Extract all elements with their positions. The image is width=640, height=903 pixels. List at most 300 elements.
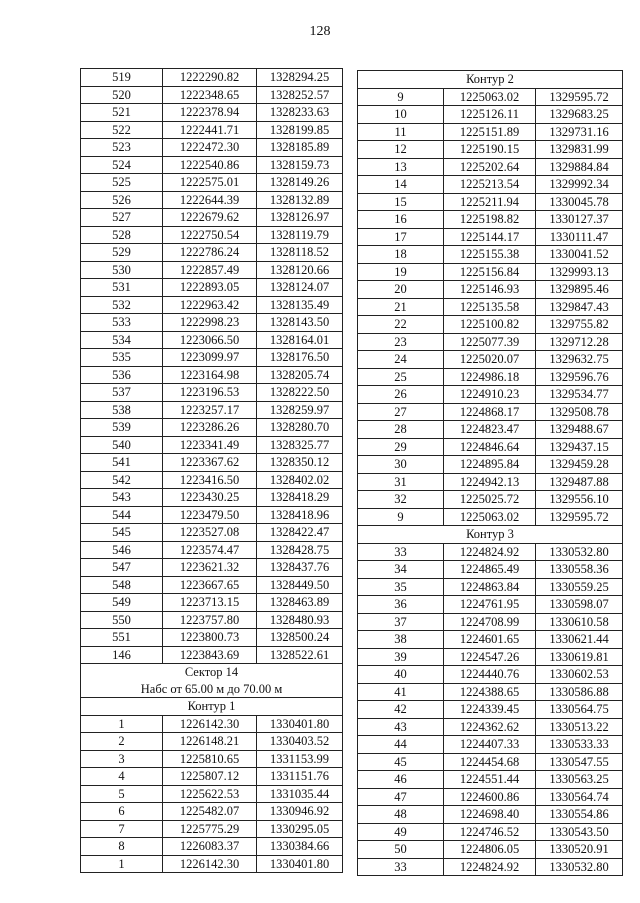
x-coordinate-cell: 1225190.15 xyxy=(444,141,536,159)
y-coordinate-cell: 1331035.44 xyxy=(257,785,343,803)
x-coordinate-cell: 1223066.50 xyxy=(163,331,257,349)
y-coordinate-cell: 1329595.72 xyxy=(536,88,623,106)
y-coordinate-cell: 1330543.50 xyxy=(536,823,623,841)
point-number-cell: 27 xyxy=(358,403,444,421)
x-coordinate-cell: 1223843.69 xyxy=(163,646,257,664)
point-number-cell: 29 xyxy=(358,438,444,456)
x-coordinate-cell: 1225155.38 xyxy=(444,246,536,264)
x-coordinate-cell: 1225151.89 xyxy=(444,123,536,141)
x-coordinate-cell: 1224407.33 xyxy=(444,736,536,754)
y-coordinate-cell: 1330563.25 xyxy=(536,771,623,789)
point-number-cell: 5 xyxy=(81,785,163,803)
kontur-title: Контур 2 xyxy=(358,71,623,89)
table-row xyxy=(358,246,623,264)
x-coordinate-cell: 1226142.30 xyxy=(163,855,257,873)
y-coordinate-cell: 1328119.79 xyxy=(257,226,343,244)
kontur-title-row xyxy=(358,526,623,544)
table-row xyxy=(358,683,623,701)
x-coordinate-cell: 1224708.99 xyxy=(444,613,536,631)
point-number-cell: 8 xyxy=(81,838,163,856)
table-row xyxy=(81,69,343,87)
point-number-cell: 14 xyxy=(358,176,444,194)
sector-title: Сектор 14 xyxy=(81,664,343,681)
table-row xyxy=(358,263,623,281)
point-number-cell: 549 xyxy=(81,594,163,612)
y-coordinate-cell: 1328132.89 xyxy=(257,191,343,209)
y-coordinate-cell: 1330564.74 xyxy=(536,788,623,806)
y-coordinate-cell: 1328120.66 xyxy=(257,261,343,279)
y-coordinate-cell: 1329683.25 xyxy=(536,106,623,124)
table-row xyxy=(358,123,623,141)
point-number-cell: 4 xyxy=(81,768,163,786)
y-coordinate-cell: 1328422.47 xyxy=(257,524,343,542)
table-row xyxy=(81,576,343,594)
x-coordinate-cell: 1225100.82 xyxy=(444,316,536,334)
table-row xyxy=(81,489,343,507)
point-number-cell: 527 xyxy=(81,209,163,227)
x-coordinate-cell: 1222998.23 xyxy=(163,314,257,332)
x-coordinate-cell: 1223713.15 xyxy=(163,594,257,612)
kontur-title-row xyxy=(81,698,343,716)
point-number-cell: 543 xyxy=(81,489,163,507)
x-coordinate-cell: 1223621.32 xyxy=(163,559,257,577)
y-coordinate-cell: 1330621.44 xyxy=(536,631,623,649)
y-coordinate-cell: 1328233.63 xyxy=(257,104,343,122)
y-coordinate-cell: 1329895.46 xyxy=(536,281,623,299)
x-coordinate-cell: 1222575.01 xyxy=(163,174,257,192)
x-coordinate-cell: 1224865.49 xyxy=(444,561,536,579)
table-row xyxy=(81,785,343,803)
x-coordinate-cell: 1225622.53 xyxy=(163,785,257,803)
y-coordinate-cell: 1330532.80 xyxy=(536,543,623,561)
table-row xyxy=(358,648,623,666)
point-number-cell: 31 xyxy=(358,473,444,491)
y-coordinate-cell: 1328294.25 xyxy=(257,69,343,87)
point-number-cell: 547 xyxy=(81,559,163,577)
table-row xyxy=(81,314,343,332)
y-coordinate-cell: 1331153.99 xyxy=(257,750,343,768)
point-number-cell: 40 xyxy=(358,666,444,684)
x-coordinate-cell: 1223196.53 xyxy=(163,384,257,402)
y-coordinate-cell: 1328480.93 xyxy=(257,611,343,629)
table-row xyxy=(81,803,343,821)
point-number-cell: 42 xyxy=(358,701,444,719)
y-coordinate-cell: 1328350.12 xyxy=(257,454,343,472)
table-row xyxy=(358,613,623,631)
y-coordinate-cell: 1328252.57 xyxy=(257,86,343,104)
point-number-cell: 537 xyxy=(81,384,163,402)
y-coordinate-cell: 1330041.52 xyxy=(536,246,623,264)
x-coordinate-cell: 1224698.40 xyxy=(444,806,536,824)
x-coordinate-cell: 1223479.50 xyxy=(163,506,257,524)
point-number-cell: 523 xyxy=(81,139,163,157)
x-coordinate-cell: 1224388.65 xyxy=(444,683,536,701)
point-number-cell: 146 xyxy=(81,646,163,664)
point-number-cell: 21 xyxy=(358,298,444,316)
point-number-cell: 16 xyxy=(358,211,444,229)
point-number-cell: 6 xyxy=(81,803,163,821)
point-number-cell: 538 xyxy=(81,401,163,419)
table-row xyxy=(81,559,343,577)
table-row xyxy=(358,403,623,421)
kontur-title: Контур 3 xyxy=(358,526,623,544)
y-coordinate-cell: 1330532.80 xyxy=(536,858,623,876)
point-number-cell: 18 xyxy=(358,246,444,264)
x-coordinate-cell: 1223257.17 xyxy=(163,401,257,419)
y-coordinate-cell: 1328143.50 xyxy=(257,314,343,332)
y-coordinate-cell: 1329712.28 xyxy=(536,333,623,351)
point-number-cell: 531 xyxy=(81,279,163,297)
point-number-cell: 45 xyxy=(358,753,444,771)
table-row xyxy=(358,281,623,299)
table-row xyxy=(358,298,623,316)
table-row xyxy=(358,508,623,526)
x-coordinate-cell: 1225020.07 xyxy=(444,351,536,369)
x-coordinate-cell: 1222963.42 xyxy=(163,296,257,314)
y-coordinate-cell: 1328164.01 xyxy=(257,331,343,349)
point-number-cell: 37 xyxy=(358,613,444,631)
table-row xyxy=(81,506,343,524)
y-coordinate-cell: 1330619.81 xyxy=(536,648,623,666)
x-coordinate-cell: 1225156.84 xyxy=(444,263,536,281)
point-number-cell: 22 xyxy=(358,316,444,334)
table-row xyxy=(358,106,623,124)
x-coordinate-cell: 1225126.11 xyxy=(444,106,536,124)
y-coordinate-cell: 1330401.80 xyxy=(257,855,343,873)
x-coordinate-cell: 1226148.21 xyxy=(163,733,257,751)
x-coordinate-cell: 1224824.92 xyxy=(444,543,536,561)
y-coordinate-cell: 1330520.91 xyxy=(536,841,623,859)
table-row xyxy=(358,823,623,841)
table-row xyxy=(81,296,343,314)
y-coordinate-cell: 1330401.80 xyxy=(257,715,343,733)
x-coordinate-cell: 1223757.80 xyxy=(163,611,257,629)
y-coordinate-cell: 1330127.37 xyxy=(536,211,623,229)
point-number-cell: 17 xyxy=(358,228,444,246)
x-coordinate-cell: 1222472.30 xyxy=(163,139,257,157)
point-number-cell: 526 xyxy=(81,191,163,209)
point-number-cell: 545 xyxy=(81,524,163,542)
y-coordinate-cell: 1330586.88 xyxy=(536,683,623,701)
y-coordinate-cell: 1328522.61 xyxy=(257,646,343,664)
y-coordinate-cell: 1330533.33 xyxy=(536,736,623,754)
x-coordinate-cell: 1222540.86 xyxy=(163,156,257,174)
x-coordinate-cell: 1224868.17 xyxy=(444,403,536,421)
y-coordinate-cell: 1329993.13 xyxy=(536,263,623,281)
table-row xyxy=(358,561,623,579)
point-number-cell: 519 xyxy=(81,69,163,87)
y-coordinate-cell: 1330946.92 xyxy=(257,803,343,821)
y-coordinate-cell: 1329755.82 xyxy=(536,316,623,334)
table-row xyxy=(358,141,623,159)
x-coordinate-cell: 1224986.18 xyxy=(444,368,536,386)
sector-title-row xyxy=(81,664,343,681)
point-number-cell: 9 xyxy=(358,88,444,106)
y-coordinate-cell: 1329632.75 xyxy=(536,351,623,369)
table-row xyxy=(358,211,623,229)
point-number-cell: 46 xyxy=(358,771,444,789)
x-coordinate-cell: 1223800.73 xyxy=(163,629,257,647)
y-coordinate-cell: 1330598.07 xyxy=(536,596,623,614)
point-number-cell: 28 xyxy=(358,421,444,439)
point-number-cell: 3 xyxy=(81,750,163,768)
y-coordinate-cell: 1328185.89 xyxy=(257,139,343,157)
x-coordinate-cell: 1225775.29 xyxy=(163,820,257,838)
y-coordinate-cell: 1330554.86 xyxy=(536,806,623,824)
x-coordinate-cell: 1225146.93 xyxy=(444,281,536,299)
table-row xyxy=(358,316,623,334)
point-number-cell: 540 xyxy=(81,436,163,454)
point-number-cell: 35 xyxy=(358,578,444,596)
table-row xyxy=(358,596,623,614)
x-coordinate-cell: 1222441.71 xyxy=(163,121,257,139)
x-coordinate-cell: 1226083.37 xyxy=(163,838,257,856)
point-number-cell: 48 xyxy=(358,806,444,824)
y-coordinate-cell: 1328259.97 xyxy=(257,401,343,419)
y-coordinate-cell: 1329992.34 xyxy=(536,176,623,194)
table-row xyxy=(81,279,343,297)
y-coordinate-cell: 1329508.78 xyxy=(536,403,623,421)
y-coordinate-cell: 1329595.72 xyxy=(536,508,623,526)
table-row xyxy=(81,436,343,454)
x-coordinate-cell: 1224601.65 xyxy=(444,631,536,649)
y-coordinate-cell: 1331151.76 xyxy=(257,768,343,786)
x-coordinate-cell: 1224746.52 xyxy=(444,823,536,841)
x-coordinate-cell: 1225807.12 xyxy=(163,768,257,786)
point-number-cell: 544 xyxy=(81,506,163,524)
table-row xyxy=(358,806,623,824)
table-row xyxy=(358,701,623,719)
y-coordinate-cell: 1328280.70 xyxy=(257,419,343,437)
point-number-cell: 11 xyxy=(358,123,444,141)
point-number-cell: 33 xyxy=(358,543,444,561)
table-row xyxy=(358,438,623,456)
table-row xyxy=(358,491,623,509)
x-coordinate-cell: 1224547.26 xyxy=(444,648,536,666)
point-number-cell: 548 xyxy=(81,576,163,594)
x-coordinate-cell: 1225025.72 xyxy=(444,491,536,509)
point-number-cell: 26 xyxy=(358,386,444,404)
point-number-cell: 532 xyxy=(81,296,163,314)
y-coordinate-cell: 1328463.89 xyxy=(257,594,343,612)
left-coordinates-table xyxy=(80,68,343,873)
left-table-body xyxy=(81,69,343,873)
table-row xyxy=(358,88,623,106)
table-row xyxy=(81,331,343,349)
table-row xyxy=(358,858,623,876)
point-number-cell: 39 xyxy=(358,648,444,666)
y-coordinate-cell: 1330602.53 xyxy=(536,666,623,684)
point-number-cell: 530 xyxy=(81,261,163,279)
y-coordinate-cell: 1330558.36 xyxy=(536,561,623,579)
right-table-body xyxy=(358,71,623,876)
x-coordinate-cell: 1226142.30 xyxy=(163,715,257,733)
table-row xyxy=(81,611,343,629)
x-coordinate-cell: 1222679.62 xyxy=(163,209,257,227)
table-row xyxy=(81,768,343,786)
point-number-cell: 1 xyxy=(81,715,163,733)
table-row xyxy=(358,158,623,176)
page-number: 128 xyxy=(309,24,331,39)
table-row xyxy=(358,578,623,596)
y-coordinate-cell: 1328176.50 xyxy=(257,349,343,367)
table-row xyxy=(358,666,623,684)
table-row xyxy=(81,244,343,262)
table-row xyxy=(81,104,343,122)
table-row xyxy=(81,261,343,279)
y-coordinate-cell: 1329487.88 xyxy=(536,473,623,491)
table-row xyxy=(358,788,623,806)
x-coordinate-cell: 1223286.26 xyxy=(163,419,257,437)
y-coordinate-cell: 1330547.55 xyxy=(536,753,623,771)
table-row xyxy=(358,456,623,474)
table-row xyxy=(81,838,343,856)
table-row xyxy=(81,209,343,227)
point-number-cell: 25 xyxy=(358,368,444,386)
point-number-cell: 32 xyxy=(358,491,444,509)
table-row xyxy=(81,366,343,384)
table-row xyxy=(81,524,343,542)
point-number-cell: 50 xyxy=(358,841,444,859)
table-row xyxy=(81,541,343,559)
table-row xyxy=(81,384,343,402)
point-number-cell: 9 xyxy=(358,508,444,526)
y-coordinate-cell: 1328124.07 xyxy=(257,279,343,297)
point-number-cell: 524 xyxy=(81,156,163,174)
x-coordinate-cell: 1224362.62 xyxy=(444,718,536,736)
table-row xyxy=(358,193,623,211)
x-coordinate-cell: 1222750.54 xyxy=(163,226,257,244)
x-coordinate-cell: 1223164.98 xyxy=(163,366,257,384)
point-number-cell: 41 xyxy=(358,683,444,701)
point-number-cell: 539 xyxy=(81,419,163,437)
y-coordinate-cell: 1328449.50 xyxy=(257,576,343,594)
y-coordinate-cell: 1330045.78 xyxy=(536,193,623,211)
y-coordinate-cell: 1329831.99 xyxy=(536,141,623,159)
y-coordinate-cell: 1328325.77 xyxy=(257,436,343,454)
y-coordinate-cell: 1329437.15 xyxy=(536,438,623,456)
x-coordinate-cell: 1223099.97 xyxy=(163,349,257,367)
point-number-cell: 38 xyxy=(358,631,444,649)
y-coordinate-cell: 1328199.85 xyxy=(257,121,343,139)
point-number-cell: 7 xyxy=(81,820,163,838)
x-coordinate-cell: 1225202.64 xyxy=(444,158,536,176)
table-row xyxy=(358,753,623,771)
table-row xyxy=(81,86,343,104)
point-number-cell: 24 xyxy=(358,351,444,369)
table-row xyxy=(358,421,623,439)
x-coordinate-cell: 1224942.13 xyxy=(444,473,536,491)
y-coordinate-cell: 1328118.52 xyxy=(257,244,343,262)
y-coordinate-cell: 1329556.10 xyxy=(536,491,623,509)
table-row xyxy=(81,419,343,437)
point-number-cell: 528 xyxy=(81,226,163,244)
table-row xyxy=(358,333,623,351)
table-row xyxy=(81,594,343,612)
x-coordinate-cell: 1225211.94 xyxy=(444,193,536,211)
table-row xyxy=(358,841,623,859)
sector-range: Набс от 65.00 м до 70.00 м xyxy=(81,681,343,698)
point-number-cell: 542 xyxy=(81,471,163,489)
x-coordinate-cell: 1225063.02 xyxy=(444,88,536,106)
x-coordinate-cell: 1222378.94 xyxy=(163,104,257,122)
point-number-cell: 34 xyxy=(358,561,444,579)
point-number-cell: 49 xyxy=(358,823,444,841)
table-row xyxy=(81,629,343,647)
x-coordinate-cell: 1222290.82 xyxy=(163,69,257,87)
y-coordinate-cell: 1330564.75 xyxy=(536,701,623,719)
y-coordinate-cell: 1330559.25 xyxy=(536,578,623,596)
point-number-cell: 19 xyxy=(358,263,444,281)
x-coordinate-cell: 1224600.86 xyxy=(444,788,536,806)
point-number-cell: 20 xyxy=(358,281,444,299)
y-coordinate-cell: 1330295.05 xyxy=(257,820,343,838)
table-row xyxy=(81,156,343,174)
x-coordinate-cell: 1225077.39 xyxy=(444,333,536,351)
x-coordinate-cell: 1224824.92 xyxy=(444,858,536,876)
point-number-cell: 550 xyxy=(81,611,163,629)
y-coordinate-cell: 1329459.28 xyxy=(536,456,623,474)
table-row xyxy=(81,471,343,489)
table-row xyxy=(81,646,343,664)
x-coordinate-cell: 1225135.58 xyxy=(444,298,536,316)
x-coordinate-cell: 1224440.76 xyxy=(444,666,536,684)
table-row xyxy=(81,820,343,838)
table-row xyxy=(358,736,623,754)
x-coordinate-cell: 1225482.07 xyxy=(163,803,257,821)
y-coordinate-cell: 1328402.02 xyxy=(257,471,343,489)
table-row xyxy=(81,191,343,209)
y-coordinate-cell: 1328437.76 xyxy=(257,559,343,577)
x-coordinate-cell: 1225198.82 xyxy=(444,211,536,229)
table-row xyxy=(81,855,343,873)
x-coordinate-cell: 1224863.84 xyxy=(444,578,536,596)
sector-range-row xyxy=(81,681,343,698)
y-coordinate-cell: 1329847.43 xyxy=(536,298,623,316)
point-number-cell: 44 xyxy=(358,736,444,754)
table-row xyxy=(358,631,623,649)
y-coordinate-cell: 1328500.24 xyxy=(257,629,343,647)
x-coordinate-cell: 1223341.49 xyxy=(163,436,257,454)
x-coordinate-cell: 1225144.17 xyxy=(444,228,536,246)
table-row xyxy=(81,715,343,733)
y-coordinate-cell: 1328205.74 xyxy=(257,366,343,384)
point-number-cell: 533 xyxy=(81,314,163,332)
x-coordinate-cell: 1223430.25 xyxy=(163,489,257,507)
table-row xyxy=(358,771,623,789)
table-row xyxy=(358,351,623,369)
point-number-cell: 15 xyxy=(358,193,444,211)
table-row xyxy=(81,401,343,419)
table-row xyxy=(81,454,343,472)
table-row xyxy=(358,543,623,561)
x-coordinate-cell: 1224846.64 xyxy=(444,438,536,456)
y-coordinate-cell: 1330513.22 xyxy=(536,718,623,736)
x-coordinate-cell: 1224910.23 xyxy=(444,386,536,404)
y-coordinate-cell: 1328126.97 xyxy=(257,209,343,227)
x-coordinate-cell: 1225810.65 xyxy=(163,750,257,768)
y-coordinate-cell: 1328418.96 xyxy=(257,506,343,524)
x-coordinate-cell: 1224895.84 xyxy=(444,456,536,474)
point-number-cell: 525 xyxy=(81,174,163,192)
point-number-cell: 12 xyxy=(358,141,444,159)
table-row xyxy=(358,473,623,491)
right-coordinates-table xyxy=(357,70,623,876)
point-number-cell: 546 xyxy=(81,541,163,559)
point-number-cell: 47 xyxy=(358,788,444,806)
x-coordinate-cell: 1225063.02 xyxy=(444,508,536,526)
y-coordinate-cell: 1329731.16 xyxy=(536,123,623,141)
